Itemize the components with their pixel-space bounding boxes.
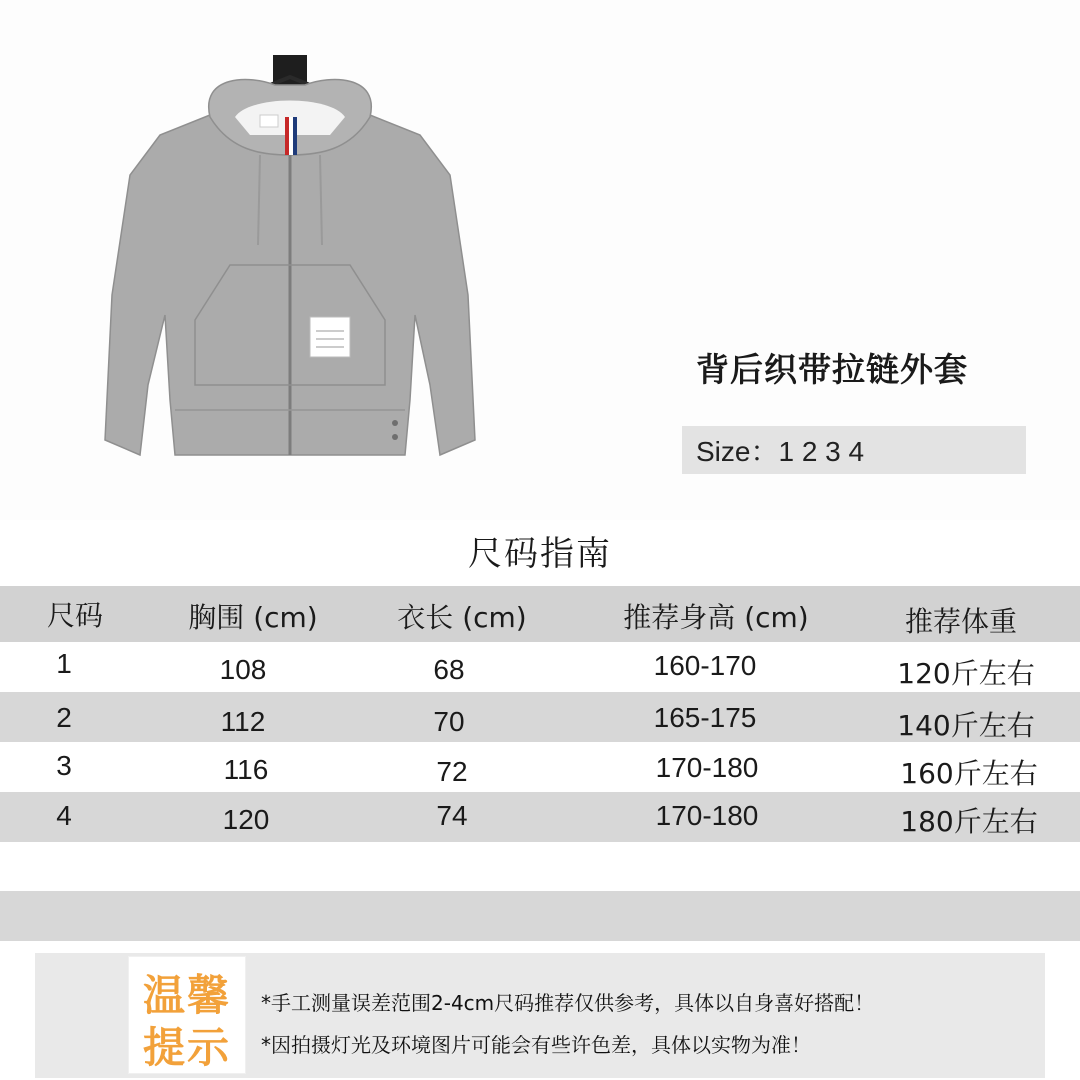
badge-line-2: 提示 (142, 1023, 231, 1072)
cell-weight: 120斤左右 (897, 657, 1035, 690)
cell-height: 170-180 (655, 752, 759, 783)
cell-chest: 112 (220, 706, 266, 737)
table-header-row (0, 586, 1080, 642)
badge-line-1: 温馨 (142, 971, 231, 1020)
cell-height: 170-180 (655, 800, 759, 831)
table-row (0, 692, 1080, 742)
size-guide-title: 尺码指南 (468, 534, 612, 574)
header-height: 推荐身高 (cm) (623, 601, 809, 634)
notice-badge (128, 956, 246, 1074)
header-weight: 推荐体重 (904, 605, 1018, 638)
cell-weight: 160斤左右 (900, 757, 1038, 790)
cell-chest: 120 (222, 804, 270, 835)
table-row (0, 642, 1080, 692)
cell-chest: 116 (223, 754, 269, 785)
cell-chest: 108 (219, 654, 267, 685)
cell-size: 4 (56, 800, 72, 831)
size-bar (682, 426, 1026, 474)
cell-height: 160-170 (653, 650, 757, 681)
notice-box (35, 953, 1045, 1078)
hoodie-icon (100, 55, 480, 475)
cell-length: 72 (436, 756, 468, 787)
cell-length: 70 (433, 706, 465, 737)
product-title: 背后织带拉链外套 (696, 350, 968, 389)
divider-bar (0, 891, 1080, 941)
notice-line-2: *因拍摄灯光及环境图片可能会有些许色差，具体以实物为准！ (261, 1033, 811, 1057)
cell-size: 2 (56, 702, 72, 733)
table-row (0, 742, 1080, 792)
cell-weight: 180斤左右 (900, 805, 1038, 838)
table-row (0, 792, 1080, 842)
header-length: 衣长 (cm) (397, 601, 527, 634)
cell-height: 165-175 (653, 702, 757, 733)
cell-size: 3 (56, 750, 72, 781)
cell-weight: 140斤左右 (897, 709, 1035, 742)
cell-length: 74 (436, 800, 468, 831)
product-section (0, 0, 1080, 520)
cell-size: 1 (56, 648, 72, 679)
notice-line-1: *手工测量误差范围2-4cm尺码推荐仅供参考，具体以自身喜好搭配！ (261, 991, 875, 1015)
header-size: 尺码 (46, 599, 104, 632)
header-chest: 胸围 (cm) (188, 601, 318, 634)
size-label: Size：1 2 3 4 (696, 436, 865, 467)
cell-length: 68 (433, 654, 465, 685)
